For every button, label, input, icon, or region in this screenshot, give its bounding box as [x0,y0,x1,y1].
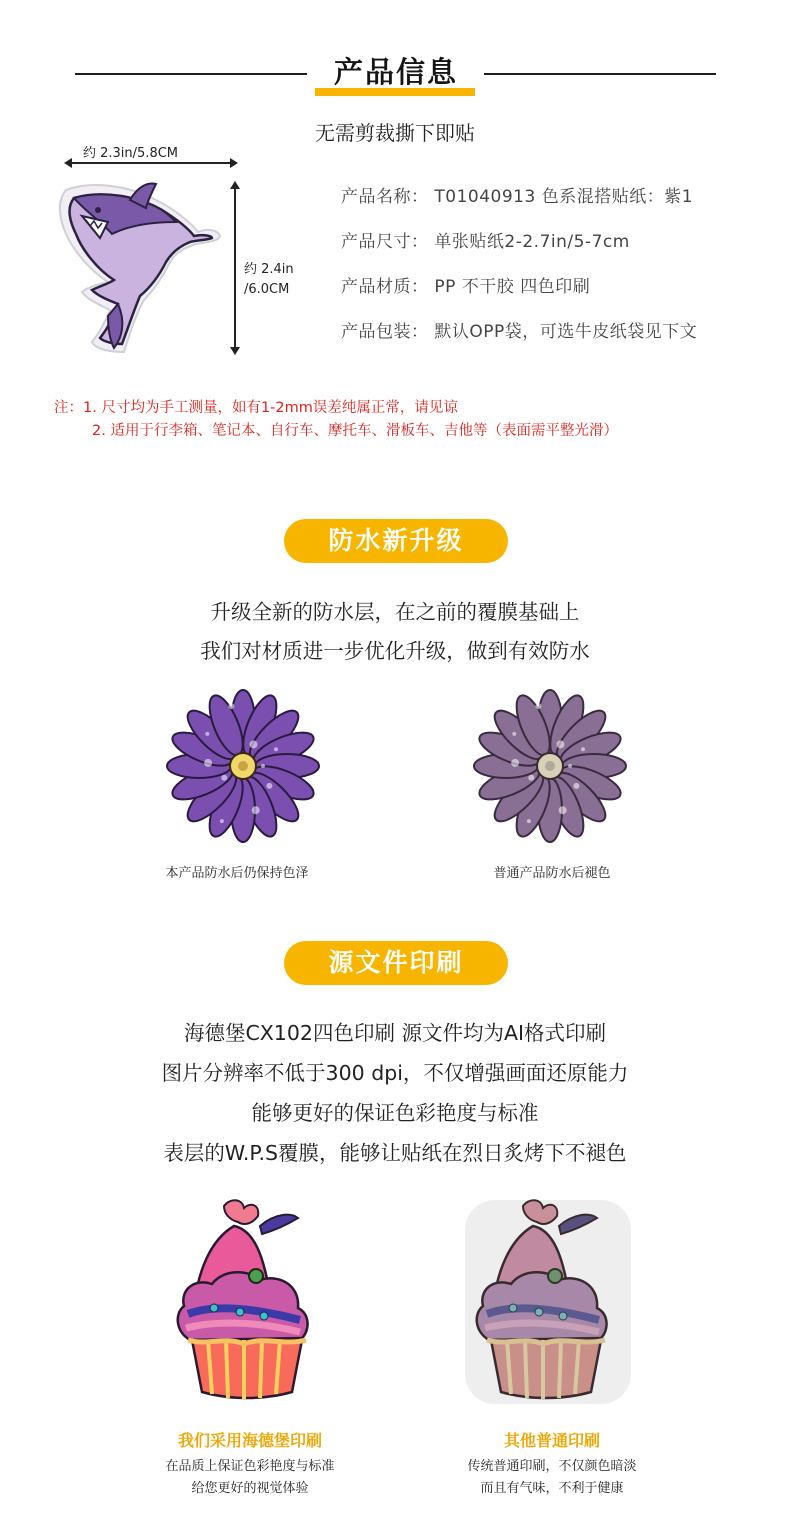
page-subtitle: 无需剪裁撕下即贴 [315,121,475,145]
vivid-print-title: 我们采用海德堡印刷 [177,1431,322,1450]
faded-flower-image [470,686,630,846]
normal-print-desc-2: 而且有气味，不利于健康 [480,1481,624,1496]
page-title: 产品信息 [333,55,458,89]
divider [75,73,307,75]
waterproof-text-2: 我们对材质进一步优化升级，做到有效防水 [200,639,590,663]
normal-print-desc-1: 传统普通印刷，不仅颜色暗淡 [467,1459,637,1474]
shark-sticker-image [52,182,224,356]
vivid-cupcake-image [164,1196,334,1406]
section-title-printing: 源文件印刷 [284,941,508,985]
note-line-1: 注：1. 尺寸均为手工测量，如有1-2mm误差纯属正常，请见谅 [54,400,458,416]
section-header [0,50,790,100]
caption-vivid: 本产品防水后仍保持色泽 [165,866,309,881]
vivid-print-desc-2: 给您更好的视觉体验 [191,1481,309,1496]
printing-text-3: 能够更好的保证色彩艳度与标准 [251,1101,539,1125]
vivid-print-desc-1: 在品质上保证色彩艳度与标准 [165,1459,335,1474]
width-arrow [66,162,236,164]
divider [484,73,716,75]
note-line-2: 2. 适用于行李箱、笔记本、自行车、摩托车、滑板车、吉他等（表面需平整光滑） [92,423,618,439]
section-title-waterproof: 防水新升级 [284,519,508,563]
caption-faded: 普通产品防水后褪色 [493,866,611,881]
spec-material: 产品材质： PP 不干胶 四色印刷 [341,277,591,297]
spec-package: 产品包装： 默认OPP袋，可选牛皮纸袋见下文 [341,322,698,342]
vivid-flower-image [163,686,323,846]
dull-cupcake-image [463,1196,633,1406]
waterproof-text-1: 升级全新的防水层，在之前的覆膜基础上 [210,600,580,624]
printing-text-2: 图片分辨率不低于300 dpi，不仅增强画面还原能力 [161,1061,629,1085]
printing-text-4: 表层的W.P.S覆膜，能够让贴纸在烈日炙烤下不褪色 [163,1141,627,1165]
normal-print-title: 其他普通印刷 [503,1431,600,1450]
height-arrow [234,183,236,353]
spec-name: 产品名称： T01040913 色系混搭贴纸：紫1 [341,187,694,207]
height-label: 约 2.4in /6.0CM [244,262,294,297]
printing-text-1: 海德堡CX102四色印刷 源文件均为AI格式印刷 [183,1021,607,1045]
width-label: 约 2.3in/5.8CM [83,146,179,161]
spec-size: 产品尺寸： 单张贴纸2-2.7in/5-7cm [341,232,630,252]
